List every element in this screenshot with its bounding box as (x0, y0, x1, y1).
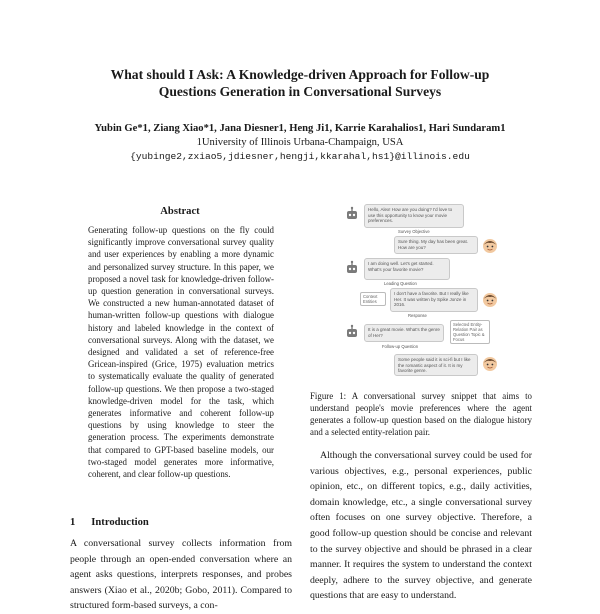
title-line-2: Questions Generation in Conversational Surveys (158, 84, 442, 99)
figure-caption: Figure 1: A conversational survey snippet that aims to understand people's movie preferences where the agent generates a follow-up question based on the dialogue history and a selected entity-relation pair. (310, 391, 532, 437)
conversation-figure (340, 202, 530, 382)
section-number: 1 (70, 517, 76, 528)
right-paragraph-1: Although the conversational survey could be used for various objectives, e.g., personal experiences, public opinion, etc., on different topics, e.g., daily activities, domain knowledge, etc., a single conversational survey often focuses on one survey objective. Therefore, a good follow-up question should be concise and relevant to the survey objective and should be phrased in a clear manner. It requires the system to understand the context deeply, adhere to the survey objective, and generate questions that are easy to understand. (310, 450, 532, 602)
label-leading-question: Leading Question (384, 281, 417, 286)
user-avatar-icon (482, 292, 498, 308)
abstract-heading: Abstract (160, 206, 200, 217)
robot-avatar-icon (344, 324, 360, 340)
user-reply-bubble-2: I don't have a favorite. But I really like Her. It was written by Spike Jonze in 2016. (390, 288, 478, 312)
label-response: Response (408, 313, 427, 318)
user-reply-bubble-3: Some people said it is sci-fi but I like the romantic aspect of it. It is my favorite genre. (394, 354, 478, 376)
agent-leading-question-bubble: I am doing well. Let's get started. What's your favorite movie? (364, 258, 450, 280)
section-heading (70, 517, 165, 528)
title-line-1: What should I Ask: A Knowledge-driven Approach for Follow-up (110, 67, 490, 82)
selected-entity-relation-tag: Selected Entity-Relation Pair as Question Topic & Focus (450, 320, 490, 344)
section-title: Introduction (91, 517, 149, 528)
user-avatar-icon (482, 356, 498, 372)
right-column-body (310, 448, 532, 604)
agent-followup-bubble: It is a great movie. What's the genre of Her? (364, 324, 444, 342)
user-avatar-icon (482, 238, 498, 254)
author-emails: {yubinge2,zxiao5,jdiesner,hengji,kkarahal,hs1}@illinois.edu (130, 151, 470, 162)
label-followup-question: Follow-up Question (382, 344, 419, 349)
author-list: Yubin Ge*1, Ziang Xiao*1, Jana Diesner1, Heng Ji1, Karrie Karahalios1, Hari Sundaram1 (94, 123, 506, 134)
paper-title (40, 66, 560, 100)
context-entities-tag: Context Entities (360, 292, 386, 306)
user-reply-bubble-1: Sure thing. My day has been great. How are you? (394, 236, 478, 254)
intro-paragraph: A conversational survey collects information from people through an open-ended conversation where an agent asks questions, interprets responses, and probes answers (Xiao et al., 2020b; Gobo, 2011). Compared to structured form-based surveys, a con- (70, 538, 292, 612)
affiliation: 1University of Illinois Urbana-Champaign, USA (196, 137, 404, 148)
label-survey-objective: Survey Objective (398, 229, 430, 234)
abstract-text: Generating follow-up questions on the fly could significantly improve conversational survey quality and user experiences by enabling a more dynamic and personalized survey structure. In this paper, we proposed a novel task for knowledge-driven follow-up question generation in conversational surveys. We constructed a new human-annotated dataset of human-written follow-up questions with dialogue history and labeled knowledge in the context of conversational surveys. Along with the dataset, we designed and validated a set of reference-free Gricean-inspired (Grice, 1975) evaluation metrics to systematically evaluate the quality of generated follow-up questions. We then propose a two-staged knowledge-driven model for the task, which generates informative and coherent follow-up questions by using knowledge to steer the generation process. The experiments demonstrate that compared to GPT-based baseline models, our two-staged model generates more informative, coherent, and clear follow-up questions. (88, 225, 274, 480)
agent-greeting-bubble: Hello, Alex! How are you doing? I'd love to use this opportunity to know your movie preferences. (364, 204, 464, 228)
robot-avatar-icon (344, 260, 360, 276)
robot-avatar-icon (344, 206, 360, 222)
